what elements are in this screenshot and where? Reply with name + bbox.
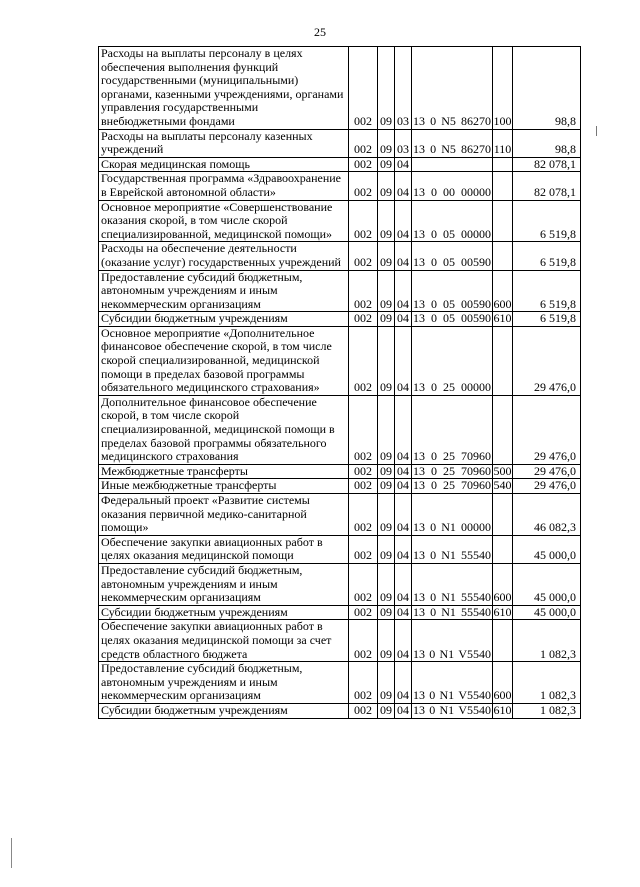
expense-type-code-cell (493, 620, 513, 662)
target-article-direction-code: 70960 (461, 478, 491, 493)
expense-type-code-cell (493, 326, 513, 395)
target-article-subprogram-code: 0 (431, 380, 437, 395)
target-article-subprogram-code: 0 (429, 703, 436, 717)
table-row (99, 326, 581, 395)
expense-name-cell: Субсидии бюджетным учреждениям (99, 605, 349, 620)
grbs-code-cell: 002 (349, 662, 378, 704)
grbs-code-cell: 002 (349, 620, 378, 662)
section-code-cell: 09 (378, 605, 395, 620)
section-code-cell: 09 (378, 395, 395, 464)
target-article-code (413, 689, 491, 703)
target-article-direction-code: 70960 (461, 449, 491, 464)
table-row (99, 662, 581, 704)
amount-cell: 82 078,1 (513, 157, 581, 172)
target-article-code (413, 256, 491, 270)
grbs-code-cell: 002 (349, 535, 378, 563)
grbs-code-cell: 002 (349, 270, 378, 312)
target-article-event-code: N1 (441, 590, 456, 605)
expense-name-cell: Расходы на выплаты персоналу казенных учреждений (99, 129, 349, 157)
target-article-program-code: 13 (413, 688, 425, 703)
section-code-cell: 09 (378, 172, 395, 200)
expense-type-code-cell (493, 535, 513, 563)
grbs-code-cell: 002 (349, 200, 378, 242)
table-row (99, 605, 581, 620)
amount-cell: 98,8 (513, 129, 581, 157)
section-code-cell: 09 (378, 703, 395, 718)
section-code-cell: 09 (378, 270, 395, 312)
target-article-event-code: 05 (443, 254, 455, 269)
target-article-direction-code: 86270 (461, 142, 491, 157)
target-article-code-cell (412, 605, 493, 620)
amount-cell: 45 000,0 (513, 563, 581, 605)
section-code-cell: 09 (378, 129, 395, 157)
subsection-code-cell: 04 (395, 535, 412, 563)
amount-cell: 1 082,3 (513, 620, 581, 662)
target-article-subprogram-code: 0 (430, 605, 437, 619)
expense-type-code-cell: 500 (493, 464, 512, 478)
target-article-event-code: 00 (443, 184, 455, 199)
subsection-code-cell: 04 (395, 157, 412, 172)
section-code-cell: 09 (378, 563, 395, 605)
table-row (99, 703, 581, 718)
expense-name-cell: Предоставление субсидий бюджетным, автономным учреждениям и иным некоммерческим организациям (99, 563, 349, 605)
target-article-event-code: N5 (441, 142, 456, 157)
target-article-program-code: 13 (413, 226, 425, 241)
subsection-code-cell: 04 (395, 494, 412, 536)
target-article-subprogram-code: 0 (431, 254, 437, 269)
target-article-event-code: 25 (443, 478, 455, 493)
section-code-cell: 09 (378, 157, 395, 172)
target-article-code-cell (412, 563, 493, 605)
section-code-cell: 09 (378, 200, 395, 242)
amount-cell: 1 082,3 (513, 703, 581, 718)
expense-type-code-cell (493, 395, 513, 464)
target-article-code (413, 228, 491, 242)
target-article-direction-code: 55540 (461, 548, 491, 563)
subsection-code-cell: 04 (395, 200, 412, 242)
grbs-code-cell: 002 (349, 242, 378, 270)
target-article-subprogram-code: 0 (431, 226, 437, 241)
target-article-subprogram-code: 0 (430, 142, 437, 157)
expense-type-code-cell: 600 (493, 563, 513, 605)
expense-name-cell: Скорая медицинская помощь (99, 157, 349, 172)
target-article-program-code: 13 (413, 520, 425, 535)
target-article-code (413, 704, 491, 718)
table-row (99, 157, 581, 172)
amount-cell: 46 082,3 (513, 494, 581, 536)
amount-cell: 45 000,0 (513, 535, 581, 563)
subsection-code-cell: 04 (395, 605, 412, 620)
expense-type-code-cell: 110 (493, 129, 513, 157)
target-article-program-code: 13 (413, 296, 425, 311)
table-row (99, 200, 581, 242)
amount-cell: 29 476,0 (513, 395, 581, 464)
target-article-subprogram-code: 0 (431, 464, 437, 478)
expense-type-code-cell: 610 (493, 703, 512, 717)
target-article-event-code: 05 (443, 311, 455, 326)
expense-type-code-cell: 540 (493, 478, 512, 493)
target-article-code-cell (412, 270, 493, 312)
target-article-program-code: 13 (413, 184, 425, 199)
table-body (99, 47, 581, 719)
target-article-program-code: 13 (413, 449, 425, 464)
target-article-event-code: N1 (441, 520, 456, 535)
target-article-direction-code: 00000 (461, 226, 491, 241)
expense-name-cell: Обеспечение закупки авиационных работ в целях оказания медицинской помощи (99, 535, 349, 563)
expense-type-code-cell: 600 (493, 662, 513, 704)
expense-name-cell: Федеральный проект «Развитие системы оказания первичной медико-санитарной помощи» (99, 494, 349, 536)
subsection-code-cell: 04 (395, 312, 412, 327)
target-article-code (413, 465, 491, 479)
target-article-code (413, 143, 491, 157)
expense-name-cell: Государственная программа «Здравоохранение в Еврейской автономной области» (99, 172, 349, 200)
target-article-code (413, 521, 491, 535)
target-article-direction-code: 55540 (461, 605, 491, 619)
target-article-direction-code: 55540 (461, 590, 491, 605)
target-article-direction-code: 70960 (461, 464, 491, 478)
subsection-code-cell: 04 (395, 270, 412, 312)
target-article-subprogram-code: 0 (431, 184, 437, 199)
target-article-code-cell (412, 395, 493, 464)
subsection-code-cell: 04 (395, 479, 412, 494)
target-article-subprogram-code: 0 (431, 449, 437, 464)
target-article-event-code: N1 (439, 688, 455, 703)
table-row (99, 494, 581, 536)
amount-cell: 6 519,8 (513, 312, 581, 327)
amount-cell: 6 519,8 (513, 242, 581, 270)
target-article-direction-code: 86270 (461, 113, 491, 128)
expense-name-cell: Обеспечение закупки авиационных работ в целях оказания медицинской помощи за счет средств областного бюджета (99, 620, 349, 662)
target-article-subprogram-code: 0 (431, 478, 437, 493)
amount-cell: 1 082,3 (513, 662, 581, 704)
target-article-program-code: 13 (413, 254, 425, 269)
target-article-program-code: 13 (413, 703, 425, 717)
grbs-code-cell: 002 (349, 464, 378, 479)
target-article-code-cell (412, 535, 493, 563)
expense-type-code-cell: 600 (493, 270, 513, 312)
section-code-cell: 09 (378, 620, 395, 662)
expense-name-cell: Расходы на выплаты персоналу в целях обеспечения выполнения функций государственными (муниципальными) органами, казенными учреждениями, органами управления государственными внебюджетными фондами (99, 47, 349, 130)
table-row (99, 47, 581, 130)
expense-name-cell: Иные межбюджетные трансферты (99, 479, 349, 494)
target-article-direction-code: 00000 (461, 380, 491, 395)
expense-type-code-cell (493, 157, 513, 172)
target-article-program-code: 13 (413, 478, 425, 493)
subsection-code-cell: 04 (395, 172, 412, 200)
target-article-code-cell (412, 172, 493, 200)
expense-type-code-cell: 100 (493, 47, 513, 130)
grbs-code-cell: 002 (349, 129, 378, 157)
target-article-code-cell (412, 312, 493, 327)
expense-type-code-cell (493, 242, 513, 270)
target-article-code-cell (412, 662, 493, 704)
target-article-subprogram-code: 0 (429, 646, 436, 661)
target-article-code-cell (412, 494, 493, 536)
target-article-code-cell (412, 47, 493, 130)
target-article-event-code: 25 (443, 449, 455, 464)
target-article-direction-code: 00000 (461, 520, 491, 535)
expense-name-cell: Основное мероприятие «Совершенствование оказания скорой, в том числе скорой специализированной, медицинской помощи» (99, 200, 349, 242)
section-code-cell: 09 (378, 494, 395, 536)
table-row (99, 312, 581, 327)
section-code-cell: 09 (378, 47, 395, 130)
target-article-subprogram-code: 0 (431, 296, 437, 311)
target-article-event-code: N5 (441, 113, 456, 128)
amount-cell: 45 000,0 (513, 605, 581, 620)
target-article-program-code: 13 (413, 548, 425, 563)
target-article-event-code: 05 (443, 296, 455, 311)
expense-type-code-cell (493, 172, 513, 200)
target-article-event-code: 05 (443, 226, 455, 241)
subsection-code-cell: 04 (395, 464, 412, 479)
target-article-direction-code: 00590 (461, 311, 491, 326)
target-article-code (413, 381, 491, 395)
target-article-subprogram-code: 0 (430, 548, 437, 563)
subsection-code-cell: 03 (395, 47, 412, 130)
target-article-code-cell (412, 157, 493, 172)
target-article-program-code: 13 (413, 605, 425, 619)
table-row (99, 563, 581, 605)
target-article-direction-code: 00590 (461, 254, 491, 269)
page-number: 25 (314, 25, 326, 39)
table-row (99, 535, 581, 563)
grbs-code-cell: 002 (349, 479, 378, 494)
amount-cell: 6 519,8 (513, 270, 581, 312)
budget-table (98, 46, 581, 719)
table-row (99, 464, 581, 479)
target-article-program-code: 13 (413, 113, 425, 128)
target-article-event-code: N1 (441, 548, 456, 563)
subsection-code-cell: 04 (395, 242, 412, 270)
target-article-code-cell (412, 326, 493, 395)
expense-name-cell: Расходы на обеспечение деятельности (оказание услуг) государственных учреждений (99, 242, 349, 270)
table-row (99, 479, 581, 494)
target-article-event-code: 25 (443, 464, 455, 478)
target-article-program-code: 13 (413, 646, 425, 661)
scan-edge-mark (596, 126, 598, 136)
target-article-subprogram-code: 0 (429, 688, 436, 703)
scan-margin-mark (11, 838, 13, 868)
table-row (99, 129, 581, 157)
target-article-code (413, 312, 491, 326)
grbs-code-cell: 002 (349, 605, 378, 620)
target-article-code-cell (412, 464, 493, 479)
target-article-event-code: N1 (439, 703, 455, 717)
target-article-code-cell (412, 620, 493, 662)
grbs-code-cell: 002 (349, 395, 378, 464)
expense-name-cell: Межбюджетные трансферты (99, 464, 349, 479)
section-code-cell: 09 (378, 479, 395, 494)
target-article-code-cell (412, 200, 493, 242)
expense-name-cell: Предоставление субсидий бюджетным, автономным учреждениям и иным некоммерческим организациям (99, 662, 349, 704)
target-article-subprogram-code: 0 (430, 113, 437, 128)
target-article-code (413, 186, 491, 200)
target-article-code-cell (412, 479, 493, 494)
grbs-code-cell: 002 (349, 47, 378, 130)
target-article-code-cell (412, 703, 493, 718)
target-article-direction-code: V5540 (458, 688, 491, 703)
target-article-event-code: 25 (443, 380, 455, 395)
grbs-code-cell: 002 (349, 494, 378, 536)
target-article-code (413, 298, 491, 312)
expense-type-code-cell (493, 200, 513, 242)
target-article-event-code: N1 (439, 646, 455, 661)
grbs-code-cell: 002 (349, 157, 378, 172)
expense-type-code-cell: 610 (493, 311, 512, 326)
target-article-code (413, 479, 491, 493)
amount-cell: 98,8 (513, 47, 581, 130)
section-code-cell: 09 (378, 326, 395, 395)
target-article-event-code: N1 (441, 605, 456, 619)
amount-cell: 6 519,8 (513, 200, 581, 242)
grbs-code-cell: 002 (349, 326, 378, 395)
subsection-code-cell: 04 (395, 703, 412, 718)
subsection-code-cell: 04 (395, 326, 412, 395)
target-article-code (413, 450, 491, 464)
amount-cell: 29 476,0 (513, 326, 581, 395)
target-article-code (413, 606, 491, 620)
expense-type-code-cell: 610 (493, 605, 512, 619)
target-article-code (413, 115, 491, 129)
target-article-program-code: 13 (413, 590, 425, 605)
target-article-program-code: 13 (413, 464, 425, 478)
table-row (99, 270, 581, 312)
subsection-code-cell: 04 (395, 620, 412, 662)
target-article-code (413, 591, 491, 605)
table-row (99, 172, 581, 200)
expense-name-cell: Субсидии бюджетным учреждениям (99, 312, 349, 327)
table-row (99, 620, 581, 662)
section-code-cell: 09 (378, 662, 395, 704)
target-article-subprogram-code: 0 (430, 590, 437, 605)
section-code-cell: 09 (378, 535, 395, 563)
subsection-code-cell: 04 (395, 662, 412, 704)
target-article-code-cell (412, 242, 493, 270)
target-article-program-code: 13 (413, 142, 425, 157)
grbs-code-cell: 002 (349, 172, 378, 200)
subsection-code-cell: 03 (395, 129, 412, 157)
amount-cell: 29 476,0 (513, 479, 581, 494)
amount-cell: 29 476,0 (513, 464, 581, 479)
expense-name-cell: Предоставление субсидий бюджетным, автономным учреждениям и иным некоммерческим организациям (99, 270, 349, 312)
target-article-direction-code: V5540 (458, 703, 491, 717)
section-code-cell: 09 (378, 312, 395, 327)
expense-name-cell: Дополнительное финансовое обеспечение скорой, в том числе скорой специализированной, медицинской помощи в пределах базовой программы обязательного медицинского страхования (99, 395, 349, 464)
target-article-direction-code: V5540 (458, 646, 491, 661)
subsection-code-cell: 04 (395, 563, 412, 605)
target-article-code-cell (412, 129, 493, 157)
target-article-program-code: 13 (413, 311, 425, 326)
expense-type-code-cell (493, 494, 513, 536)
grbs-code-cell: 002 (349, 563, 378, 605)
target-article-program-code: 13 (413, 380, 425, 395)
section-code-cell: 09 (378, 464, 395, 479)
expense-name-cell: Основное мероприятие «Дополнительное финансовое обеспечение скорой, в том числе скорой специализированной, медицинской помощи в пределах базовой программы обязательного медицинского страхования» (99, 326, 349, 395)
table-row (99, 242, 581, 270)
subsection-code-cell: 04 (395, 395, 412, 464)
target-article-direction-code: 00000 (461, 184, 491, 199)
section-code-cell: 09 (378, 242, 395, 270)
amount-cell: 82 078,1 (513, 172, 581, 200)
expense-name-cell: Субсидии бюджетным учреждениям (99, 703, 349, 718)
target-article-direction-code: 00590 (461, 296, 491, 311)
grbs-code-cell: 002 (349, 703, 378, 718)
grbs-code-cell: 002 (349, 312, 378, 327)
target-article-subprogram-code: 0 (430, 520, 437, 535)
target-article-subprogram-code: 0 (431, 311, 437, 326)
table-row (99, 395, 581, 464)
target-article-code (413, 549, 491, 563)
target-article-code (413, 648, 491, 662)
